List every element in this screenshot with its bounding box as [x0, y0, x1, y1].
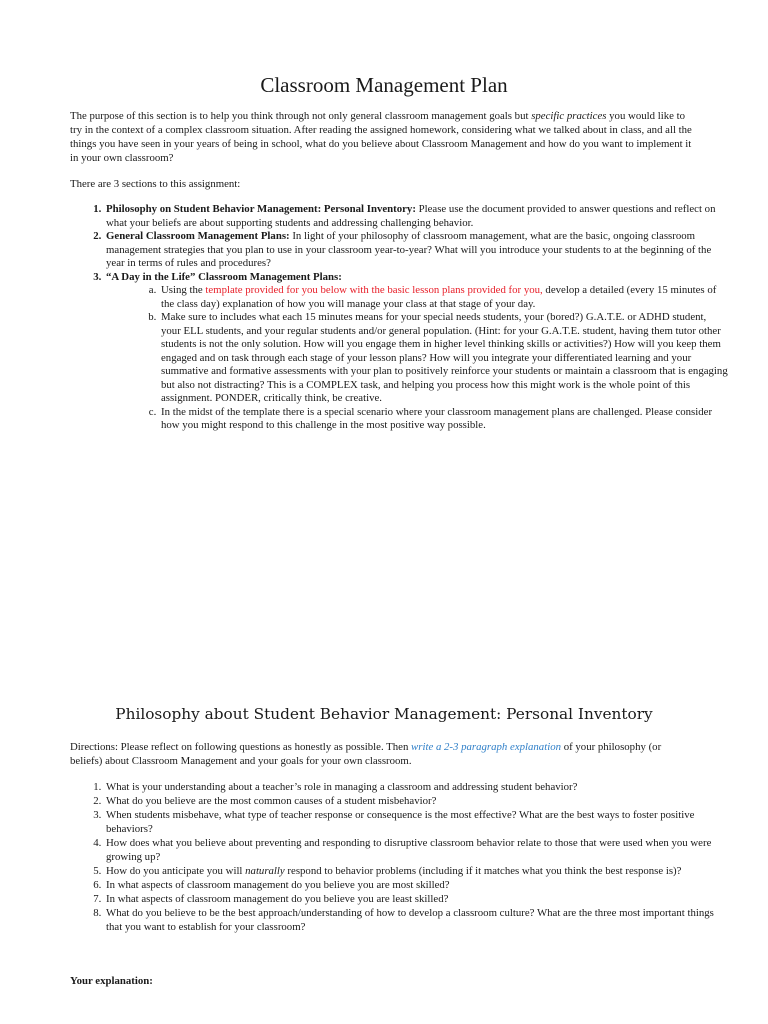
question-text: respond to behavior problems (including if it matches what you think the best response is)? — [284, 865, 682, 877]
question-item: 4. How does what you believe about preventing and responding to disruptive classroom behavior relate to those that were used when you were growing up? — [104, 836, 728, 864]
sub-item-text: develop a detailed (every 15 minutes of the class day) explanation of how you will manage your class at that stage of your day. — [161, 284, 717, 310]
page-title: Classroom Management Plan — [260, 73, 508, 97]
questions-list — [70, 780, 728, 934]
sub-item-a — [159, 284, 728, 311]
directions-text: Directions: Please reflect on following questions as honestly as possible. Then — [70, 741, 412, 753]
section-text: Please use the document provided to answer questions and reflect on what your beliefs are about supporting students and addressing challenging behavior. — [106, 203, 716, 229]
question-item: 2. What do you believe are the most common causes of a student misbehavior? — [104, 794, 728, 808]
sub-item-text: Using the — [161, 284, 206, 296]
section-item-philosophy — [104, 203, 728, 230]
sections-intro: There are 3 sections to this assignment: — [70, 178, 241, 190]
intro-text-end: you would like to try in the context of a complex classroom situation. After reading the assigned homework, considering what we talked about in class, and all the things you have seen in your years of being in school, what do you believe about Classroom Management and how do you want to implement it in your own classroom? — [70, 110, 692, 164]
intro-paragraph — [70, 109, 694, 165]
section-heading: “A Day in the Life” Classroom Management Plans: — [106, 270, 342, 283]
section-text: In light of your philosophy of classroom management, what are the basic, ongoing classroom management strategies that you plan to use in your classroom year-to-year? What will you introduce your students to at the beginning of the year in terms of rules and procedures? — [106, 230, 712, 269]
section-item-day-in-the-life — [104, 271, 728, 433]
question-item: 6. In what aspects of classroom management do you believe you are most skilled? — [104, 878, 728, 892]
question-item — [104, 864, 728, 878]
directions-text-end: of your philosophy (or beliefs) about Classroom Management and your goals for your own classroom. — [70, 741, 662, 767]
question-item: 7. In what aspects of classroom management do you believe you are least skilled? — [104, 892, 728, 906]
philosophy-heading: Philosophy about Student Behavior Management: Personal Inventory — [115, 705, 653, 723]
question-item: 3. When students misbehave, what type of teacher response or consequence is the most effective? What are the best ways to foster positive behaviors? — [104, 808, 728, 836]
section-heading: Philosophy on Student Behavior Management: Personal Inventory: — [106, 203, 416, 215]
sub-list — [106, 284, 728, 433]
question-item: 8. What do you believe to be the best approach/understanding of how to develop a classroom culture? What are the three most important things that you want to establish for your classroom? — [104, 906, 728, 934]
question-emphasis: naturally — [245, 865, 285, 877]
directions-paragraph — [70, 740, 694, 768]
question-text: How do you anticipate you will — [106, 865, 246, 877]
sub-item-c: c. In the midst of the template there is a special scenario where your classroom management plans are challenged. Please consider how you might respond to this challenge in the most positive way possible. — [159, 406, 728, 433]
section-item-general-plans — [104, 230, 728, 271]
section-heading: General Classroom Management Plans: — [106, 230, 290, 242]
intro-text-start: The purpose of this section is to help you think through not only general classroom management goals but — [70, 110, 532, 122]
intro-emphasis: specific practices — [531, 110, 607, 122]
sections-list — [70, 203, 728, 433]
sub-item-b: b. Make sure to includes what each 15 minutes means for your special needs students, your (bored?) G.A.T.E. or ADHD student, your ELL students, and your regular students and/or general population. (Hint: for your G.A.T.E. student, having them tutor other students is not the only solution. How will you engage them in higher level thinking skills or activities?) How will you keep them engaged and on task through each stage of your lesson plans? How will you integrate your differentiated learning and your summative and formative assessments with your plan to positively reinforce your students or maintain a classroom that is engaging but also not distracting? This is a COMPLEX task, and helping you process how this might work is the whole point of this assignment. PONDER, critically think, be creative. — [159, 311, 728, 406]
question-item: 1. What is your understanding about a teacher’s role in managing a classroom and addressing student behavior? — [104, 780, 728, 794]
template-highlight: template provided for you below with the basic lesson plans provided for you, — [205, 284, 543, 296]
explanation-label: Your explanation: — [70, 975, 153, 987]
explanation-link[interactable]: write a 2-3 paragraph explanation — [411, 741, 561, 753]
